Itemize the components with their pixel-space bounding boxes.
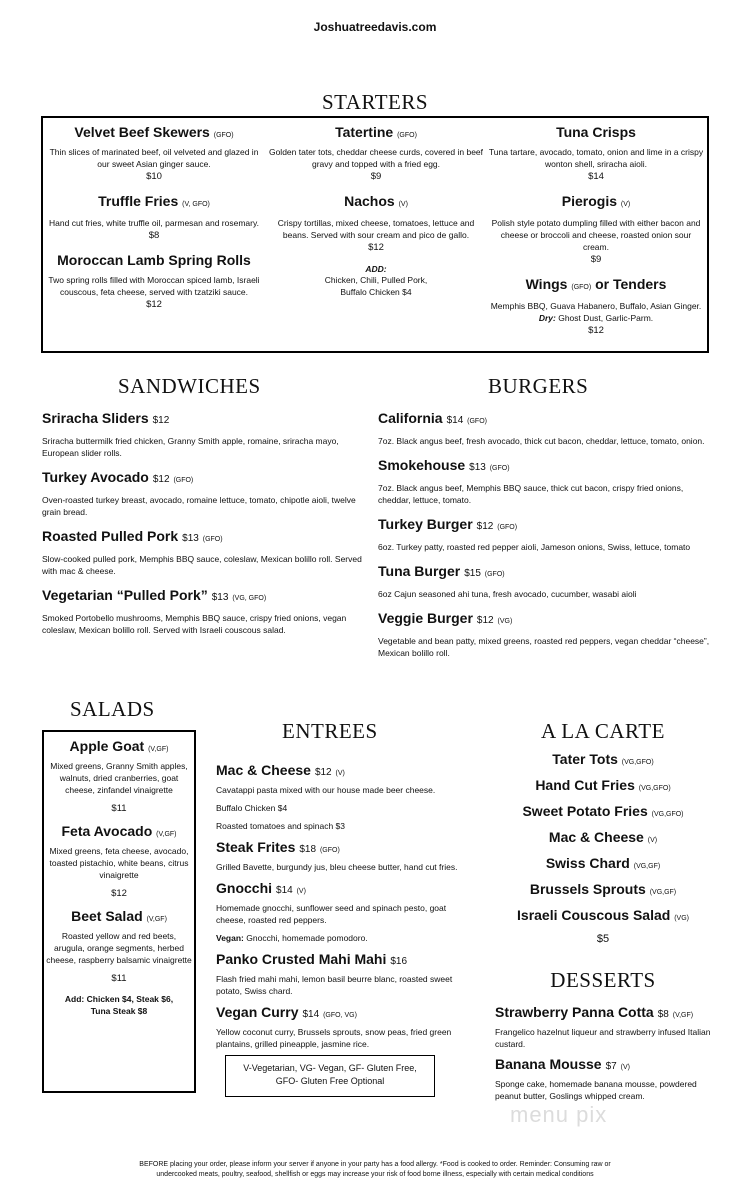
sandwich-item xyxy=(42,410,367,459)
starter-item xyxy=(487,124,705,183)
item-desc: Smoked Portobello mushrooms, Memphis BBQ sauce, crispy fried onions, vegan coleslaw, Mexican bolillo roll. Served with Israeli couscous salad. xyxy=(42,613,347,635)
item-desc: Sponge cake, homemade banana mousse, powdered peanut butter, Goslings whipped cream. xyxy=(495,1079,697,1101)
diet-tag: (V,GF) xyxy=(156,831,177,838)
dessert-item xyxy=(495,1004,715,1050)
item-desc: Sriracha buttermilk fried chicken, Granny Smith apple, romaine, sriracha mayo, European slider rolls. xyxy=(42,436,339,458)
diet-tag: (GFO) xyxy=(213,132,234,139)
item-price: $15 xyxy=(464,568,481,579)
side-item xyxy=(493,907,713,923)
sandwiches-list xyxy=(42,410,367,636)
item-name: Tuna Burger xyxy=(378,563,461,579)
legend-line: V-Vegetarian, VG- Vegan, GF- Gluten Free, xyxy=(243,1063,417,1073)
burgers-list xyxy=(378,410,713,659)
item-add-on: Roasted tomatoes and spinach $3 xyxy=(216,821,346,831)
diet-tag: (VG,GFO) xyxy=(651,811,684,818)
item-name: Swiss Chard xyxy=(545,855,630,871)
item-name: Sriracha Sliders xyxy=(42,410,149,426)
item-desc: Cavatappi pasta mixed with our house made beer cheese. xyxy=(216,785,436,795)
diet-tag: (GFO) xyxy=(467,418,487,425)
item-price: $9 xyxy=(370,171,382,182)
side-price: $5 xyxy=(596,933,610,945)
item-name: Beet Salad xyxy=(71,908,143,924)
diet-tag: (VG, GFO) xyxy=(232,595,267,602)
diet-tag: (V,GF) xyxy=(148,746,169,753)
diet-tag: (GFO) xyxy=(319,847,340,854)
starter-item xyxy=(45,124,263,183)
desserts-title: DESSERTS xyxy=(550,968,656,992)
item-price: $7 xyxy=(605,1061,617,1072)
item-price: $12 xyxy=(476,615,494,626)
salad-add-ons: Add: Chicken $4, Steak $6, xyxy=(64,994,174,1004)
sandwich-item xyxy=(42,587,367,636)
item-name: Gnocchi xyxy=(216,880,273,896)
add-line: Buffalo Chicken $4 xyxy=(340,287,412,297)
burgers-title: BURGERS xyxy=(488,374,589,398)
item-name: Wings xyxy=(525,276,568,292)
item-price: $12 xyxy=(111,888,127,899)
item-name: Moroccan Lamb Spring Rolls xyxy=(57,252,251,268)
item-desc: Frangelico hazelnut liqueur and strawberry infused Italian custard. xyxy=(495,1027,711,1049)
salads-title: SALADS xyxy=(70,697,155,721)
diet-tag: (GFO) xyxy=(484,571,505,578)
entree-item xyxy=(216,839,478,873)
item-name: Panko Crusted Mahi Mahi xyxy=(216,951,387,967)
diet-tag: (V) xyxy=(620,201,631,208)
item-desc: Memphis BBQ, Guava Habanero, Buffalo, Asian Ginger. xyxy=(490,301,702,311)
add-line: Chicken, Chili, Pulled Pork, xyxy=(324,275,428,285)
salad-add-ons: Tuna Steak $8 xyxy=(90,1006,148,1016)
dry-label: Dry: xyxy=(538,313,556,323)
diet-tag: (VG,GF) xyxy=(649,889,677,896)
item-price: $12 xyxy=(368,242,384,253)
diet-tag: (V) xyxy=(647,837,658,844)
item-name: Feta Avocado xyxy=(61,823,153,839)
entrees-title: ENTREES xyxy=(282,719,378,743)
starters-title: STARTERS xyxy=(321,90,429,114)
starter-item-wings xyxy=(487,276,705,337)
starter-item xyxy=(487,193,705,266)
diet-tag: (VG,GFO) xyxy=(621,759,654,766)
item-name: Strawberry Panna Cotta xyxy=(495,1004,654,1020)
item-desc: Golden tater tots, cheddar cheese curds, covered in beef gravy and topped with a fried egg. xyxy=(268,147,484,169)
item-name: Brussels Sprouts xyxy=(529,881,646,897)
item-add-on: Buffalo Chicken $4 xyxy=(216,803,288,813)
item-name: Truffle Fries xyxy=(98,193,179,209)
allergy-footer xyxy=(70,1160,680,1180)
item-desc: Oven-roasted turkey breast, avocado, romaine lettuce, tomato, chipotle aioli, twelve grain bread. xyxy=(42,495,356,517)
entree-item xyxy=(216,880,478,944)
item-name: California xyxy=(378,410,443,426)
side-item xyxy=(493,751,713,767)
entree-item xyxy=(216,762,478,832)
item-desc: Two spring rolls filled with Moroccan spiced lamb, Israeli couscous, feta cheese, served with tzatziki sauce. xyxy=(48,275,260,297)
entree-item xyxy=(216,1004,478,1050)
entrees-list xyxy=(216,762,478,1050)
diet-tag: (VG) xyxy=(497,618,513,625)
diet-tag: (VG,GFO) xyxy=(638,785,671,792)
diet-tag: (V) xyxy=(335,770,345,777)
diet-tag: (V,GF) xyxy=(146,916,167,923)
diet-legend xyxy=(225,1055,435,1097)
item-name: Vegan Curry xyxy=(216,1004,299,1020)
item-desc: Mixed greens, feta cheese, avocado, toasted pistachio, white beans, citrus vinaigrette xyxy=(49,846,189,880)
item-name: Mac & Cheese xyxy=(548,829,644,845)
item-name: Roasted Pulled Pork xyxy=(42,528,179,544)
item-price: $12 xyxy=(152,474,170,485)
sandwiches-title: SANDWICHES xyxy=(118,374,261,398)
item-price: $14 xyxy=(276,885,293,896)
item-name: Veggie Burger xyxy=(378,610,473,626)
item-name: Mac & Cheese xyxy=(216,762,311,778)
item-price: $9 xyxy=(590,254,602,265)
a-la-carte-title: A LA CARTE xyxy=(541,719,665,743)
starters-col-2 xyxy=(267,124,485,298)
item-desc: Slow-cooked pulled pork, Memphis BBQ sauce, coleslaw, Mexican bolillo roll. Served with mac & cheese. xyxy=(42,554,362,576)
item-desc: Thin slices of marinated beef, oil velveted and glazed in our sweet Asian ginger sauce. xyxy=(49,147,259,169)
item-price: $16 xyxy=(390,956,408,967)
sandwich-item xyxy=(42,469,367,518)
diet-tag: (V) xyxy=(398,201,408,208)
sandwich-item xyxy=(42,528,367,577)
item-price: $13 xyxy=(211,592,229,603)
item-price: $8 xyxy=(657,1009,669,1020)
item-name: Nachos xyxy=(344,193,395,209)
item-desc: Polish style potato dumpling filled with either bacon and cheese or broccoli and cheese, roasted onion sour cream. xyxy=(491,218,701,252)
starter-item xyxy=(267,193,485,254)
item-price: $10 xyxy=(146,171,162,182)
item-desc: Yellow coconut curry, Brussels sprouts, snow peas, fried green plantains, grilled pineapple, jasmine rice. xyxy=(216,1027,452,1049)
item-price: $8 xyxy=(148,230,160,241)
item-name: Tater Tots xyxy=(552,751,618,767)
item-name: Turkey Burger xyxy=(378,516,473,532)
item-desc: Vegetable and bean patty, mixed greens, roasted red peppers, vegan cheddar “cheese”, Mexican bolillo roll. xyxy=(378,636,710,658)
item-desc: Mixed greens, Granny Smith apples, walnuts, dried cranberries, goat cheese, zinfandel vinaigrette xyxy=(50,761,188,795)
side-item xyxy=(493,777,713,793)
side-item xyxy=(493,829,713,845)
item-desc: Tuna tartare, avocado, tomato, onion and lime in a crispy wonton shell, sriracha aioli. xyxy=(488,147,704,169)
item-desc: 7oz. Black angus beef, fresh avocado, thick cut bacon, cheddar, lettuce, tomato, onion. xyxy=(378,436,705,446)
starters-col-3 xyxy=(487,124,705,347)
dry-options: Ghost Dust, Garlic-Parm. xyxy=(558,313,654,323)
diet-tag: (GFO) xyxy=(397,132,417,139)
diet-tag: (GFO) xyxy=(497,524,518,531)
item-price: $12 xyxy=(476,521,494,532)
item-name: Velvet Beef Skewers xyxy=(74,124,210,140)
vegan-label: Vegan: xyxy=(216,933,244,943)
add-title: ADD: xyxy=(365,264,387,274)
item-desc: 7oz. Black angus beef, Memphis BBQ sauce, thick cut bacon, crispy fried onions, cheddar, lettuce, tomato. xyxy=(378,483,684,505)
a-la-carte-list xyxy=(493,751,713,946)
item-price: $13 xyxy=(469,462,486,473)
desserts-list xyxy=(495,1004,715,1102)
item-price: $18 xyxy=(299,844,317,855)
item-name: Steak Frites xyxy=(216,839,296,855)
burger-item xyxy=(378,516,713,553)
item-name-suffix: or Tenders xyxy=(595,276,667,292)
item-price: $13 xyxy=(182,533,199,544)
item-desc: Homemade gnocchi, sunflower seed and spinach pesto, goat cheese, roasted red peppers. xyxy=(216,903,447,925)
item-price: $14 xyxy=(302,1009,320,1020)
burger-item xyxy=(378,457,713,506)
add-ons xyxy=(267,264,485,298)
item-name: Turkey Avocado xyxy=(42,469,149,485)
diet-tag: (GFO, VG) xyxy=(323,1012,357,1019)
item-price: $12 xyxy=(588,325,604,336)
item-price: $12 xyxy=(152,415,170,426)
entree-item xyxy=(216,951,478,997)
diet-tag: (GFO) xyxy=(202,536,223,543)
diet-tag: (V, GFO) xyxy=(182,201,210,208)
item-price: $12 xyxy=(146,299,162,310)
item-name: Tatertine xyxy=(335,124,394,140)
item-name: Banana Mousse xyxy=(495,1056,602,1072)
diet-tag: (V) xyxy=(620,1064,630,1071)
item-desc: Grilled Bavette, burgundy jus, bleu cheese butter, hand cut fries. xyxy=(216,862,458,872)
diet-tag: (V,GF) xyxy=(672,1012,694,1019)
footer-line: BEFORE placing your order, please inform your server if anyone in your party has a food allergy. *Food is cooked to order. Reminder: Consuming raw or xyxy=(139,1161,611,1168)
dessert-item xyxy=(495,1056,715,1102)
side-item xyxy=(493,803,713,819)
salad-item xyxy=(46,823,192,900)
salads-list xyxy=(46,738,192,1017)
item-name: Smokehouse xyxy=(378,457,466,473)
starter-item xyxy=(267,124,485,183)
vegan-option: Gnocchi, homemade pomodoro. xyxy=(246,933,368,943)
footer-line: undercooked meats, poultry, seafood, shellfish or eggs may increase your risk of food borne illness, especially with certain medical conditions xyxy=(156,1171,594,1178)
starter-item xyxy=(45,193,263,242)
diet-tag: (V) xyxy=(296,888,306,895)
diet-tag: (VG,GF) xyxy=(633,863,661,870)
burger-item xyxy=(378,410,713,447)
item-name: Hand Cut Fries xyxy=(535,777,635,793)
side-item xyxy=(493,881,713,897)
watermark: menu pix xyxy=(510,1102,608,1127)
item-name: Israeli Couscous Salad xyxy=(517,907,671,923)
diet-tag: (GFO) xyxy=(173,477,194,484)
burger-item xyxy=(378,563,713,600)
starters-col-1 xyxy=(45,124,263,321)
item-price: $11 xyxy=(111,973,127,984)
item-desc: Flash fried mahi mahi, lemon basil beurre blanc, roasted sweet potato, Swiss chard. xyxy=(216,974,453,996)
starter-item xyxy=(45,252,263,311)
burger-item xyxy=(378,610,713,659)
diet-tag: (GFO) xyxy=(571,284,592,291)
item-price: $14 xyxy=(588,171,604,182)
item-name: Vegetarian “Pulled Pork” xyxy=(42,587,208,603)
item-desc: 6oz. Turkey patty, roasted red pepper aioli, Jameson onions, Swiss, lettuce, tomato xyxy=(378,542,691,552)
item-desc: Roasted yellow and red beets, arugula, orange segments, herbed cheese, raspberry balsamic vinaigrette xyxy=(46,931,192,965)
item-desc: Hand cut fries, white truffle oil, parmesan and rosemary. xyxy=(49,218,259,228)
item-name: Tuna Crisps xyxy=(556,124,636,140)
item-price: $14 xyxy=(446,415,464,426)
site-url: Joshuatreedavis.com xyxy=(313,20,437,34)
legend-line: GFO- Gluten Free Optional xyxy=(275,1076,385,1086)
item-name: Apple Goat xyxy=(69,738,145,754)
salad-item xyxy=(46,908,192,985)
salad-item xyxy=(46,738,192,815)
item-name: Pierogis xyxy=(561,193,617,209)
item-price: $11 xyxy=(111,803,127,814)
side-item xyxy=(493,855,713,871)
item-name: Sweet Potato Fries xyxy=(522,803,648,819)
diet-tag: (VG) xyxy=(674,915,689,922)
item-desc: Crispy tortillas, mixed cheese, tomatoes, lettuce and beans. Served with sour cream and pico de gallo. xyxy=(277,218,475,240)
item-desc: 6oz Cajun seasoned ahi tuna, fresh avocado, cucumber, wasabi aioli xyxy=(378,589,637,599)
diet-tag: (GFO) xyxy=(489,465,510,472)
item-price: $12 xyxy=(314,767,332,778)
